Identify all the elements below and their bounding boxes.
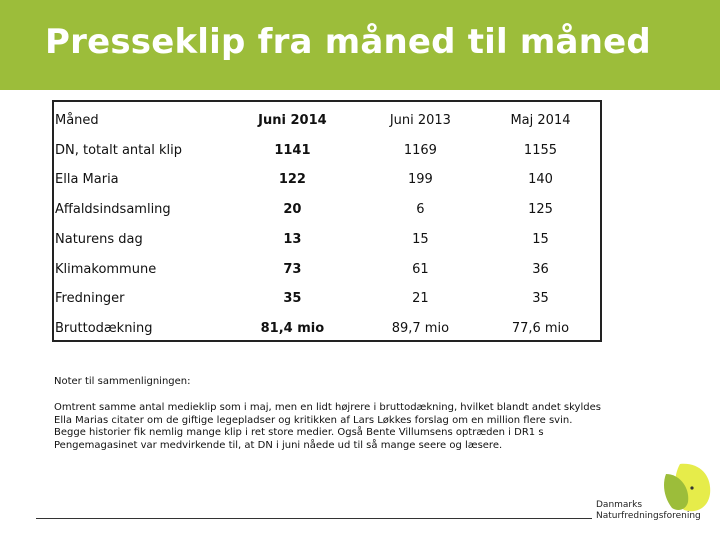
cell-value: 125 [528, 202, 553, 217]
header-maj-2014: Maj 2014 [510, 112, 571, 128]
table-row [54, 191, 600, 221]
page-title: Presseklip fra måned til måned [45, 22, 651, 62]
row-label: Naturens dag [55, 231, 143, 247]
cell-value: 1141 [274, 142, 311, 158]
cell-value: 199 [407, 172, 433, 188]
table-row [54, 132, 600, 162]
cell-value: 1169 [403, 142, 437, 158]
table-row [54, 251, 600, 281]
title-banner [0, 0, 720, 90]
cell-value: 21 [412, 291, 429, 307]
cell-value: 140 [528, 172, 553, 188]
table-header-row [54, 102, 600, 132]
row-label: Bruttodækning [55, 321, 153, 336]
footer-divider [36, 518, 592, 519]
header-month: Måned [55, 112, 99, 128]
cell-value: 61 [412, 261, 429, 277]
table-row [54, 310, 600, 340]
cell-value: 36 [532, 261, 549, 277]
comparison-table [52, 100, 602, 342]
notes-heading: Noter til sammenligningen: [54, 376, 191, 387]
cell-value: 15 [532, 231, 549, 247]
cell-value: 13 [283, 231, 302, 247]
table-row [54, 221, 600, 251]
header-juni-2013: Juni 2013 [389, 112, 451, 128]
cell-value: 6 [416, 202, 425, 217]
table-row [54, 281, 600, 311]
logo-text [596, 500, 701, 522]
logo-line1: Danmarks [596, 500, 643, 510]
logo-line2: Naturfredningsforening [596, 511, 701, 521]
cell-value: 15 [412, 231, 429, 247]
notes-paragraph: Omtrent samme antal medieklip som i maj, men en lidt højrere i bruttodækning, hvilket blandt andet skyldes Ella Marias citater om de giftige legepladser og kritikken af Lars Løkkes forslag om en million flere svin. Begge historier fik nemlig mange klip i ret store medier. Også Bente Villumsens optræden i DR1 s Pengemagasinet var medvirkende til, at DN i juni nåede ud til så mange seere og læsere. [54, 402, 601, 451]
row-label: Fredninger [55, 291, 125, 307]
cell-value: 35 [532, 291, 549, 307]
cell-value: 89,7 mio [391, 321, 450, 336]
header-juni-2014: Juni 2014 [258, 112, 327, 128]
row-label: Affaldsindsamling [55, 202, 171, 217]
cell-value: 1155 [523, 142, 558, 158]
cell-value: 35 [283, 291, 302, 307]
row-label: Ella Maria [55, 172, 119, 188]
cell-value: 20 [283, 202, 302, 217]
cell-value: 81,4 mio [260, 321, 325, 336]
row-label: Klimakommune [55, 261, 157, 277]
cell-value: 77,6 mio [511, 321, 570, 336]
cell-value: 122 [278, 172, 306, 188]
cell-value: 73 [283, 261, 302, 277]
table-row [54, 162, 600, 192]
row-label: DN, totalt antal klip [55, 142, 182, 158]
